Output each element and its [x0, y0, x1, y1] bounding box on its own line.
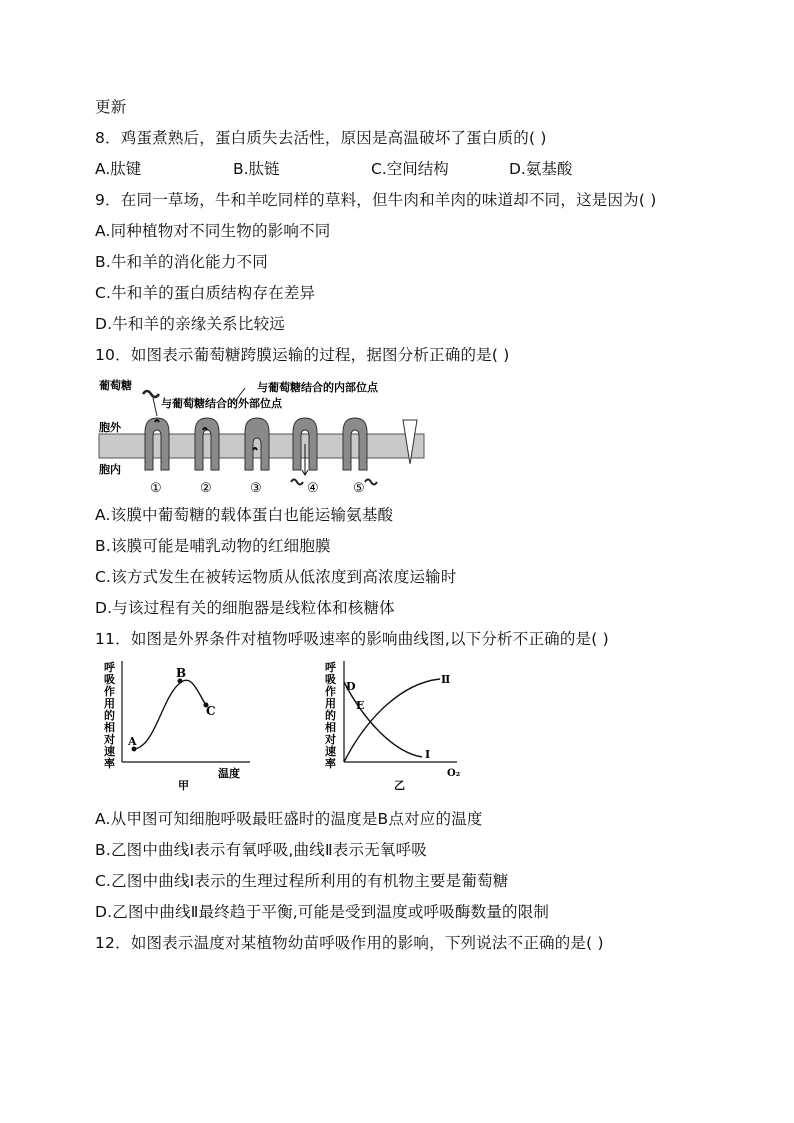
point-a-label: A: [128, 735, 137, 748]
y-axis-label-jia: 呼吸作用的相对速率: [104, 661, 115, 770]
q10-option-d: D.与该过程有关的细胞器是线粒体和核糖体: [95, 599, 395, 617]
carrier-protein-4: [293, 418, 317, 475]
caption-yi: 乙: [394, 779, 405, 792]
y-axis-label-yi: 呼吸作用的相对速率: [325, 661, 336, 770]
graph-jia: [100, 657, 260, 797]
q11-option-a: A.从甲图可知细胞呼吸最旺盛时的温度是B点对应的温度: [95, 810, 483, 828]
glucose-molecule-icon: [365, 480, 377, 485]
pointer-line: [153, 398, 157, 416]
q11-option-b: B.乙图中曲线Ⅰ表示有氧呼吸,曲线Ⅱ表示无氧呼吸: [95, 841, 427, 859]
step-label-1: ①: [150, 481, 162, 496]
glucose-molecule-icon: [291, 480, 303, 485]
q9-option-d: D.牛和羊的亲缘关系比较远: [95, 315, 285, 333]
q11-option-c: C.乙图中曲线Ⅰ表示的生理过程所利用的有机物主要是葡萄糖: [95, 872, 509, 890]
label-glucose: 葡萄糖: [99, 379, 132, 392]
q9-option-b: B.牛和羊的消化能力不同: [95, 253, 268, 271]
glucose-transport-figure: [95, 374, 440, 498]
q10-option-b: B.该膜可能是哺乳动物的红细胞膜: [95, 537, 331, 555]
graph-yi: [322, 657, 472, 797]
label-inside: 胞内: [99, 463, 121, 476]
x-axis-label-yi: O₂: [447, 768, 461, 779]
q11-option-d: D.乙图中曲线Ⅱ最终趋于平衡,可能是受到温度或呼吸酶数量的限制: [95, 903, 550, 921]
q8-option-a: A.肽键: [95, 160, 142, 178]
q9-option-c: C.牛和羊的蛋白质结构存在差异: [95, 284, 316, 302]
point-d-label: D: [346, 680, 356, 693]
temperature-curve: [134, 680, 206, 749]
question-9-stem: 9．在同一草场，牛和羊吃同样的草料，但牛肉和羊肉的味道却不同，这是因为( ): [95, 191, 657, 209]
q9-option-a: A.同种植物对不同生物的影响不同: [95, 222, 331, 240]
caption-jia: 甲: [178, 779, 189, 792]
label-inner-site: 与葡萄糖结合的内部位点: [257, 381, 378, 394]
point-b-label: B: [176, 666, 187, 680]
curve-ii-label: Ⅱ: [441, 673, 451, 686]
q8-option-d: D.氨基酸: [509, 160, 573, 178]
curve-i: [344, 682, 422, 757]
x-axis-label-jia: 温度: [218, 767, 240, 780]
point-c-label: C: [206, 704, 216, 718]
page-header-text: 更新: [95, 98, 127, 116]
question-10-stem: 10．如图表示葡萄糖跨膜运输的过程，据图分析正确的是( ): [95, 346, 510, 364]
step-label-2: ②: [200, 481, 212, 496]
question-11-stem: 11．如图是外界条件对植物呼吸速率的影响曲线图,以下分析不正确的是( ): [95, 630, 609, 648]
label-outer-site: 与葡萄糖结合的外部位点: [161, 397, 282, 410]
question-8-stem: 8．鸡蛋煮熟后，蛋白质失去活性，原因是高温破坏了蛋白质的( ): [95, 129, 547, 147]
q10-option-c: C.该方式发生在被转运物质从低浓度到高浓度运输时: [95, 568, 457, 586]
q8-option-b: B.肽链: [233, 160, 280, 178]
point-e-label: E: [356, 699, 365, 712]
step-label-5: ⑤: [353, 481, 365, 496]
q8-option-c: C.空间结构: [371, 160, 449, 178]
curve-i-label: Ⅰ: [425, 748, 431, 761]
step-label-3: ③: [250, 481, 262, 496]
glucose-molecule-icon: [143, 391, 159, 397]
label-outside: 胞外: [99, 421, 121, 434]
q10-option-a: A.该膜中葡萄糖的载体蛋白也能运输氨基酸: [95, 506, 394, 524]
question-12-stem: 12．如图表示温度对某植物幼苗呼吸作用的影响，下列说法不正确的是( ): [95, 934, 604, 952]
step-label-4: ④: [307, 481, 319, 496]
